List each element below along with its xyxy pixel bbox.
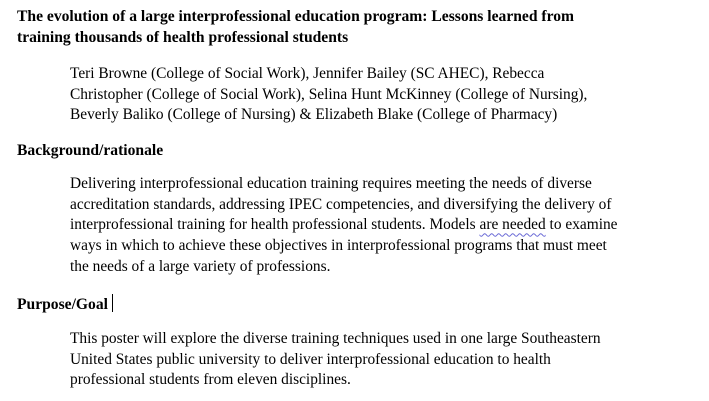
grammar-flag[interactable]: are needed xyxy=(479,216,546,234)
title-line: training thousands of health professional students xyxy=(17,29,349,46)
purpose-line: professional students from eleven disciplines. xyxy=(70,371,351,389)
background-line: the needs of a large variety of professions. xyxy=(70,257,331,275)
background-line: Delivering interprofessional education training requires meeting the needs of diverse xyxy=(70,175,592,192)
background-paragraph xyxy=(70,174,706,278)
background-line-part: interprofessional training for health professional students. Models xyxy=(70,216,480,234)
document-title xyxy=(17,6,697,48)
background-line xyxy=(70,215,706,236)
purpose-line: United States public university to deliver interprofessional education to health xyxy=(70,350,551,368)
authors-line: Teri Browne (College of Social Work), Jennifer Bailey (SC AHEC), Rebecca xyxy=(70,65,545,82)
text-cursor xyxy=(112,294,113,312)
authors-paragraph xyxy=(70,64,706,126)
purpose-line: This poster will explore the diverse training techniques used in one large Southeastern xyxy=(70,330,601,347)
background-line-part: to examine xyxy=(545,216,618,234)
authors-line: Beverly Baliko (College of Nursing) & Elizabeth Blake (College of Pharmacy) xyxy=(70,106,558,124)
authors-line: Christopher (College of Social Work), Selina Hunt McKinney (College of Nursing), xyxy=(70,85,588,103)
background-heading: Background/rationale xyxy=(17,142,164,159)
title-line: The evolution of a large interprofessional education program: Lessons learned from xyxy=(17,8,575,25)
purpose-paragraph xyxy=(70,329,706,391)
purpose-heading xyxy=(17,294,113,315)
background-line: ways in which to achieve these objectives in interprofessional programs that must meet xyxy=(70,237,607,255)
background-line: accreditation standards, addressing IPEC competencies, and diversifying the delivery of xyxy=(70,195,612,213)
purpose-heading-text: Purpose/Goal xyxy=(17,296,108,313)
